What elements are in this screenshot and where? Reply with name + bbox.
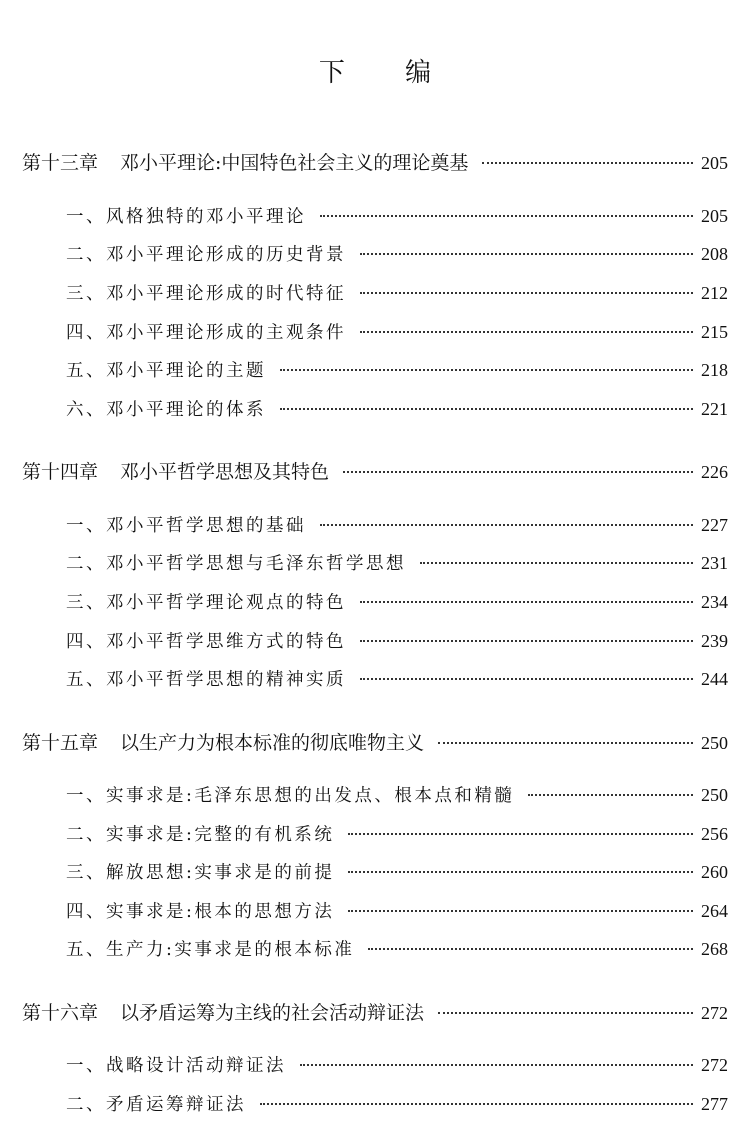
section-entry[interactable] <box>66 241 728 266</box>
page-number: 215 <box>701 322 728 342</box>
section-entry[interactable] <box>66 628 728 653</box>
dot-leader <box>260 1103 693 1105</box>
section-entry[interactable] <box>66 396 728 421</box>
page-number: 277 <box>701 1094 728 1114</box>
section-entry[interactable] <box>66 898 728 923</box>
section-title: 四、邓小平理论形成的主观条件 <box>66 323 346 343</box>
page-number: 212 <box>701 283 728 303</box>
section-entry[interactable] <box>66 666 728 691</box>
section-entry[interactable] <box>66 550 728 575</box>
section-title: 二、矛盾运筹辩证法 <box>66 1095 246 1115</box>
dot-leader <box>420 562 693 564</box>
page-number: 268 <box>701 939 728 959</box>
dot-leader <box>360 292 693 294</box>
section-entry[interactable] <box>66 512 728 537</box>
section-title: 六、邓小平理论的体系 <box>66 400 266 420</box>
section-entry[interactable] <box>66 1091 728 1116</box>
page-number: 205 <box>701 153 728 173</box>
dot-leader <box>360 253 693 255</box>
page-number: 231 <box>701 553 728 573</box>
chapter-number: 第十四章 <box>22 461 99 483</box>
section-entry[interactable] <box>66 936 728 961</box>
page-number: 256 <box>701 824 728 844</box>
dot-leader <box>360 640 693 642</box>
section-title: 五、邓小平理论的主题 <box>66 361 266 381</box>
section-title: 二、邓小平理论形成的历史背景 <box>66 245 346 265</box>
section-title: 二、实事求是:完整的有机系统 <box>66 825 335 845</box>
chapter-14-entry[interactable] <box>22 457 728 484</box>
chapter-title: 以矛盾运筹为主线的社会活动辩证法 <box>120 1002 425 1024</box>
dot-leader <box>320 524 693 526</box>
page-number: 218 <box>701 360 728 380</box>
chapter-13-entry[interactable] <box>22 148 728 175</box>
chapter-16-entry[interactable] <box>22 998 728 1025</box>
page-number: 205 <box>701 206 728 226</box>
dot-leader <box>360 678 693 680</box>
page-title: 下 编 <box>318 58 458 88</box>
section-entry[interactable] <box>66 357 728 382</box>
section-entry[interactable] <box>66 203 728 228</box>
page-number: 208 <box>701 244 728 264</box>
chapter-title: 邓小平哲学思想及其特色 <box>120 461 330 483</box>
section-title: 二、邓小平哲学思想与毛泽东哲学思想 <box>66 554 406 574</box>
page-number: 221 <box>701 399 728 419</box>
section-title: 三、邓小平理论形成的时代特征 <box>66 284 346 304</box>
dot-leader <box>300 1064 693 1066</box>
chapter-title: 邓小平理论:中国特色社会主义的理论奠基 <box>120 152 469 174</box>
dot-leader <box>348 910 693 912</box>
page-number: 234 <box>701 592 728 612</box>
page-number: 227 <box>701 515 728 535</box>
page-number: 272 <box>701 1003 728 1023</box>
page-number: 226 <box>701 462 728 482</box>
chapter-number: 第十三章 <box>22 152 99 174</box>
section-title: 一、实事求是:毛泽东思想的出发点、根本点和精髓 <box>66 786 515 806</box>
chapter-15-entry[interactable] <box>22 728 728 755</box>
section-title: 一、战略设计活动辩证法 <box>66 1056 286 1076</box>
page-number: 264 <box>701 901 728 921</box>
page-number: 272 <box>701 1055 728 1075</box>
section-title: 三、解放思想:实事求是的前提 <box>66 863 335 883</box>
chapter-number: 第十五章 <box>22 732 99 754</box>
dot-leader <box>368 948 693 950</box>
section-title: 四、邓小平哲学思维方式的特色 <box>66 632 346 652</box>
page-number: 250 <box>701 733 728 753</box>
section-entry[interactable] <box>66 782 728 807</box>
page-number: 239 <box>701 631 728 651</box>
chapter-title: 以生产力为根本标准的彻底唯物主义 <box>120 732 425 754</box>
dot-leader <box>438 1012 693 1014</box>
section-entry[interactable] <box>66 319 728 344</box>
section-title: 三、邓小平哲学理论观点的特色 <box>66 593 346 613</box>
page-number: 250 <box>701 785 728 805</box>
section-entry[interactable] <box>66 821 728 846</box>
dot-leader <box>360 331 693 333</box>
section-title: 一、邓小平哲学思想的基础 <box>66 516 306 536</box>
dot-leader <box>320 215 693 217</box>
section-entry[interactable] <box>66 1052 728 1077</box>
dot-leader <box>348 871 693 873</box>
section-entry[interactable] <box>66 589 728 614</box>
dot-leader <box>280 408 693 410</box>
dot-leader <box>360 601 693 603</box>
dot-leader <box>343 471 693 473</box>
dot-leader <box>348 833 693 835</box>
chapter-number: 第十六章 <box>22 1002 99 1024</box>
section-entry[interactable] <box>66 280 728 305</box>
section-title: 五、邓小平哲学思想的精神实质 <box>66 670 346 690</box>
page-number: 244 <box>701 669 728 689</box>
dot-leader <box>438 742 693 744</box>
dot-leader <box>528 794 693 796</box>
dot-leader <box>482 162 693 164</box>
dot-leader <box>280 369 693 371</box>
section-title: 一、风格独特的邓小平理论 <box>66 207 306 227</box>
section-entry[interactable] <box>66 859 728 884</box>
page-number: 260 <box>701 862 728 882</box>
section-title: 五、生产力:实事求是的根本标准 <box>66 940 355 960</box>
section-title: 四、实事求是:根本的思想方法 <box>66 902 335 922</box>
